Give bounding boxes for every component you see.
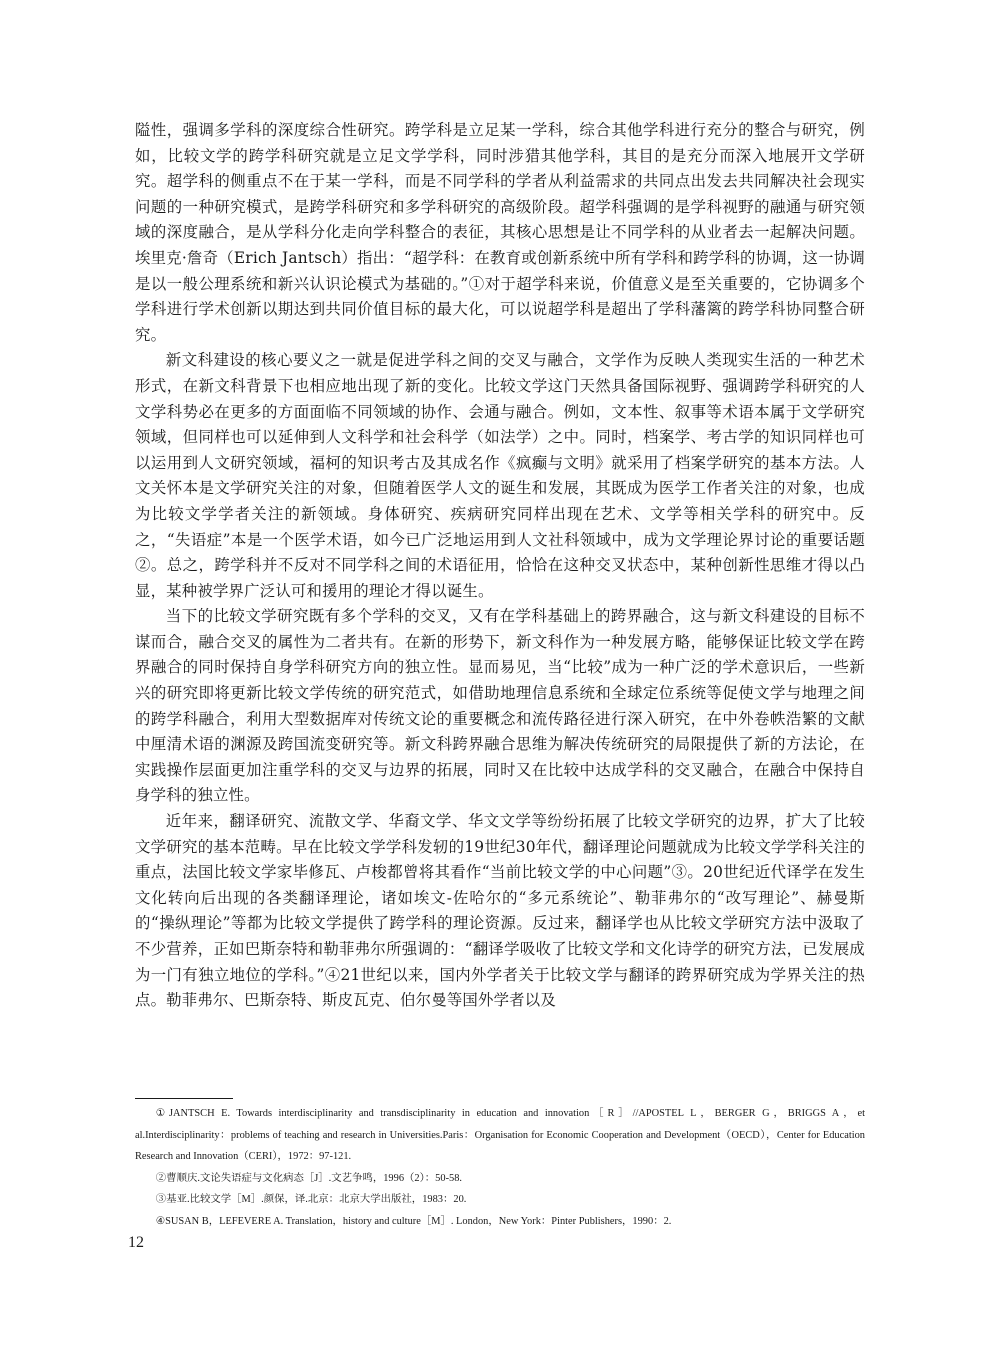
body-text <box>135 118 865 1014</box>
footnote-divider <box>135 1098 233 1099</box>
paragraph-3: 当下的比较文学研究既有多个学科的交叉，又有在学科基础上的跨界融合，这与新文科建设的目标不谋而合，融合交叉的属性为二者共有。在新的形势下，新文科作为一种发展方略，能够保证比较文学在跨界融合的同时保持自身学科研究方向的独立性。显而易见，当“比较”成为一种广泛的学术意识后，一些新兴的研究即将更新比较文学传统的研究范式，如借助地理信息系统和全球定位系统等促使文学与地理之间的跨学科融合，利用大型数据库对传统文论的重要概念和流传路径进行深入研究，在中外卷帙浩繁的文献中厘清术语的渊源及跨国流变研究等。新文科跨界融合思维为解决传统研究的局限提供了新的方法论，在实践操作层面更加注重学科的交叉与边界的拓展，同时又在比较中达成学科的交叉融合，在融合中保持自身学科的独立性。 <box>135 607 865 805</box>
footnote-1: ①JANTSCH E. Towards interdisciplinarity and transdisciplinarity in education and innovation［R］//APOSTEL L，BERGER G，BRIGGS A，et al.Interdisciplinarity：problems of teaching and research in Universities.Paris：Organisation for Economic Cooperation and Development（OECD），Center for Education Research and Innovation（CERI），1972：97-121. <box>135 1108 865 1162</box>
paragraph-2: 新文科建设的核心要义之一就是促进学科之间的交叉与融合，文学作为反映人类现实生活的一种艺术形式，在新文科背景下也相应地出现了新的变化。比较文学这门天然具备国际视野、强调跨学科研究的人文学科势必在更多的方面面临不同领域的协作、会通与融合。例如，文本性、叙事等术语本属于文学研究领域，但同样也可以延伸到人文科学和社会科学（如法学）之中。同时，档案学、考古学的知识同样也可以运用到人文研究领域，福柯的知识考古及其成名作《疯癫与文明》就采用了档案学研究的基本方法。人文关怀本是文学研究关注的对象，但随着医学人文的诞生和发展，其既成为医学工作者关注的对象，也成为比较文学学者关注的新领域。身体研究、疾病研究同样出现在艺术、文学等相关学科的研究中。反之，“失语症”本是一个医学术语，如今已广泛地运用到人文社科领域中，成为文学理论界讨论的重要话题②。总之，跨学科并不反对不同学科之间的术语征用，恰恰在这种交叉状态中，某种创新性思维才得以凸显，某种被学界广泛认可和援用的理论才得以诞生。 <box>135 351 865 600</box>
footnotes <box>135 1103 865 1232</box>
footnote-2: ②曹顺庆.文论失语症与文化病态［J］.文艺争鸣，1996（2）：50-58. <box>155 1172 463 1184</box>
footnote-3: ③基亚.比较文学［M］.颜保，译.北京：北京大学出版社，1983：20. <box>155 1194 467 1205</box>
paragraph-1: 隘性，强调多学科的深度综合性研究。跨学科是立足某一学科，综合其他学科进行充分的整合与研究，例如，比较文学的跨学科研究就是立足文学学科，同时涉猎其他学科，其目的是充分而深入地展开文学研究。超学科的侧重点不在于某一学科，而是不同学科的学者从利益需求的共同点出发去共同解决社会现实问题的一种研究模式，是跨学科研究和多学科研究的高级阶段。超学科强调的是学科视野的融通与研究领域的深度融合，是从学科分化走向学科整合的表征，其核心思想是让不同学科的从业者去一起解决问题。埃里克·詹奇（Erich Jantsch）指出：“超学科：在教育或创新系统中所有学科和跨学科的协调，这一协调是以一般公理系统和新兴认识论模式为基础的。”①对于超学科来说，价值意义是至关重要的，它协调多个学科进行学术创新以期达到共同价值目标的最大化，可以说超学科是超出了学科藩篱的跨学科协同整合研究。 <box>135 121 865 344</box>
page-number: 12 <box>128 1234 144 1251</box>
footnote-4: ④SUSAN B，LEFEVERE A. Translation，history and culture［M］. London，New York：Pinter Publishers，1990：2. <box>155 1215 672 1227</box>
paragraph-4: 近年来，翻译研究、流散文学、华裔文学、华文文学等纷纷拓展了比较文学研究的边界，扩大了比较文学研究的基本范畴。早在比较文学学科发轫的19世纪30年代，翻译理论问题就成为比较文学学科关注的重点，法国比较文学家毕修瓦、卢梭都曾将其看作“当前比较文学的中心问题”③。20世纪近代译学在发生文化转向后出现的各类翻译理论，诸如埃文-佐哈尔的“多元系统论”、勒菲弗尔的“改写理论”、赫曼斯的“操纵理论”等都为比较文学提供了跨学科的理论资源。反过来，翻译学也从比较文学研究方法中汲取了不少营养，正如巴斯奈特和勒菲弗尔所强调的：“翻译学吸收了比较文学和文化诗学的研究方法，已发展成为一门有独立地位的学科。”④21世纪以来，国内外学者关于比较文学与翻译的跨界研究成为学界关注的热点。勒菲弗尔、巴斯奈特、斯皮瓦克、伯尔曼等国外学者以及 <box>135 812 865 1010</box>
